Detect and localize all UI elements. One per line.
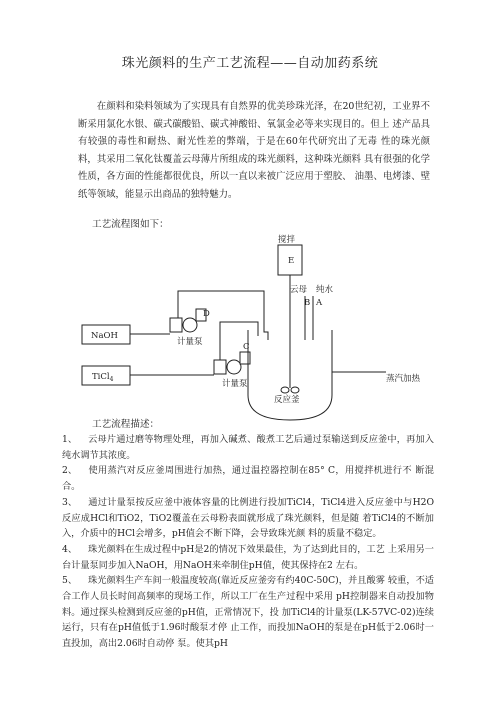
document-title: 珠光颜料的生产工艺流程——自动加药系统 bbox=[121, 56, 379, 71]
step-text: 珠光颜料在生成过程中pH是2的情况下效果最佳，为了达到此目的，工艺 上采用另一台计量泵同步加入NaOH，用NaOH来牵制住pH值，使其保持在2 左右。 bbox=[62, 543, 434, 571]
pump-d-label: D bbox=[203, 309, 210, 319]
intro-text: 在颜料和染料领域为了实现具有自然界的优美珍珠光泽，在20世纪初，工业界不断采用氯化水银、碳式碳酸铅、碳式神酸铅、氧氯金必等来实现目的。但上 述产品具有较强的毒性和耐热、耐光性差的弊端，于是在60年代研究出了无毒 性的珠光颜料，其采用二氧化钛覆盖云母薄片所组成的珠光颜料，这种珠光颜料 具有很强的化学性质，各方面的性能都很优良，所以一直以来被广泛应用于塑胶、 油墨、电烤漆、壁纸等领域，能显示出商品的独特魅力。 bbox=[78, 101, 430, 200]
step-text: 通过计量泵按反应釜中液体容量的比例进行投加TiCl4，TiCl4进入反应釜中与H2O反应成HCl和TiO2，TiO2覆盖在云母粉表面就形成了珠光颜料，但是随 着TiCl4的不断加入，介质中的HCl会增多，pH值会不断下降，会导致珠光颜 料的质量不稳定。 bbox=[62, 496, 434, 540]
stirrer-label: 搅拌 bbox=[278, 235, 296, 245]
pure-water-label: 纯水 bbox=[316, 285, 334, 295]
step-text: 珠光颜料生产车间一般温度较高(靠近反应釜旁有约40C-50C)，并且酸雾 较重，不适合工作人员长时间高频率的现场工作，所以工厂在生产过程中采用 pH控制器来自动投加物料。通过探头检测到反应釜的pH值，正常情况下，投 加TiCl4的计量泵(LK-57VC-02)连续运行，只有在pH值低于1.96时酸泵才停 止工作，而投加NaOH的泵是在pH低于2.06时一直投加，高出2.06时自动停 泵。使其pH bbox=[62, 575, 434, 650]
step-1 bbox=[62, 432, 434, 463]
step-number: 1、 bbox=[62, 434, 78, 445]
step-5 bbox=[62, 573, 434, 652]
mica-label: 云母 bbox=[290, 285, 308, 295]
stirrer-e-label: E bbox=[288, 256, 295, 266]
pump-c bbox=[214, 352, 250, 374]
ticl4-main: TiCl bbox=[92, 372, 110, 382]
step-number: 5、 bbox=[62, 575, 78, 587]
process-steps bbox=[62, 432, 434, 652]
meter-pump-label-1: 计量泵 bbox=[177, 337, 203, 347]
flow-chart-label: 工艺流程图如下： bbox=[92, 219, 169, 230]
step-3 bbox=[62, 495, 434, 542]
step-text: 使用蒸汽对反应釜周围进行加热，通过温控器控制在85° C，用搅拌机进行不 断混合。 bbox=[62, 465, 434, 493]
pump-c-label: C bbox=[243, 342, 250, 352]
step-4 bbox=[62, 542, 434, 573]
step-number: 3、 bbox=[62, 496, 78, 508]
step-text: 云母片通过磨等物理处理，再加入碱煮、酸煮工艺后通过泵输送到反应釜中，再加入纯水调节其浓度。 bbox=[62, 434, 434, 461]
steam-label: 蒸汽加热 bbox=[386, 374, 421, 384]
step-number: 4、 bbox=[62, 543, 78, 555]
meter-pump-label-2: 计量泵 bbox=[222, 379, 248, 389]
letter-b-label: B bbox=[304, 298, 311, 308]
ticl4-sub: 4 bbox=[109, 376, 114, 383]
letter-a-label: A bbox=[316, 298, 323, 308]
pump-d bbox=[170, 309, 206, 332]
step-2 bbox=[62, 463, 434, 494]
step-number: 2、 bbox=[62, 465, 78, 477]
process-description-label: 工艺流程描述： bbox=[92, 419, 160, 430]
reactor-label: 反应釜 bbox=[274, 395, 300, 405]
ticl4-label bbox=[92, 372, 114, 383]
naoh-label: NaOH bbox=[91, 331, 118, 341]
